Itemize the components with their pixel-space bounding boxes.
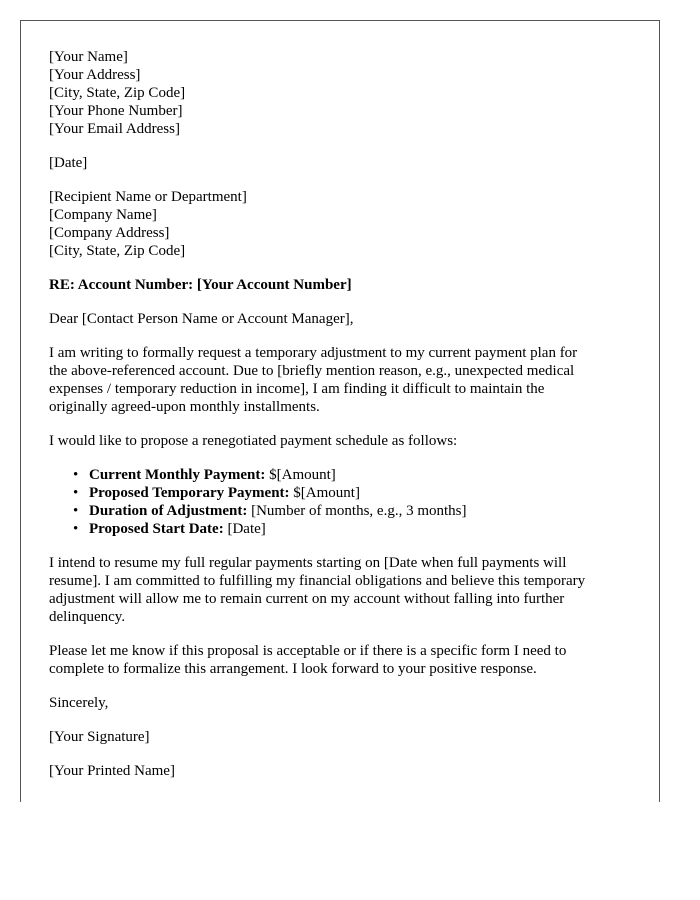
bullet-icon: • [73, 503, 79, 519]
list-item [73, 502, 631, 520]
paragraph-line: the above-referenced account. Due to [briefly mention reason, e.g., unexpected medical [49, 363, 575, 379]
intro-paragraph [49, 344, 631, 416]
printed-name-text: [Your Printed Name] [49, 763, 175, 779]
recipient-company: [Company Name] [49, 207, 157, 223]
paragraph-line: originally agreed-upon monthly installments. [49, 399, 320, 415]
term-label: Duration of Adjustment: [89, 503, 248, 519]
sender-address: [Your Address] [49, 67, 141, 83]
paragraph-line: Please let me know if this proposal is acceptable or if there is a specific form I need to [49, 643, 567, 659]
salutation [49, 310, 631, 328]
list-item [73, 466, 631, 484]
closing-paragraph [49, 642, 631, 678]
subject-text: RE: Account Number: [Your Account Number] [49, 277, 352, 293]
paragraph-line: complete to formalize this arrangement. I look forward to your positive response. [49, 661, 537, 677]
sender-phone: [Your Phone Number] [49, 103, 183, 119]
signature-text: [Your Signature] [49, 729, 150, 745]
proposal-intro [49, 432, 631, 450]
term-value: [Date] [223, 521, 266, 537]
recipient-address: [Company Address] [49, 225, 170, 241]
bullet-icon: • [73, 485, 79, 501]
recipient-name: [Recipient Name or Department] [49, 189, 247, 205]
sender-name: [Your Name] [49, 49, 128, 65]
recipient-city-state-zip: [City, State, Zip Code] [49, 243, 186, 259]
term-label: Proposed Start Date: [89, 521, 224, 537]
term-value: $[Amount] [265, 467, 336, 483]
term-label: Proposed Temporary Payment: [89, 485, 290, 501]
recipient-block [49, 188, 631, 260]
sign-off-text: Sincerely, [49, 695, 109, 711]
sender-block [49, 48, 631, 138]
letter-page [20, 20, 660, 802]
date-block [49, 154, 631, 172]
term-value: $[Amount] [289, 485, 360, 501]
sign-off [49, 694, 631, 712]
term-value: [Number of months, e.g., 3 months] [247, 503, 467, 519]
subject-line [49, 276, 631, 294]
sender-city-state-zip: [City, State, Zip Code] [49, 85, 186, 101]
sender-email: [Your Email Address] [49, 121, 180, 137]
paragraph-line: delinquency. [49, 609, 126, 625]
bullet-icon: • [73, 467, 79, 483]
letter-date: [Date] [49, 155, 88, 171]
paragraph-line: resume]. I am committed to fulfilling my financial obligations and believe this temporary [49, 573, 586, 589]
paragraph-line: I am writing to formally request a temporary adjustment to my current payment plan for [49, 345, 578, 361]
bullet-icon: • [73, 521, 79, 537]
printed-name [49, 762, 631, 780]
proposal-intro-text: I would like to propose a renegotiated payment schedule as follows: [49, 433, 458, 449]
paragraph-line: I intend to resume my full regular payments starting on [Date when full payments will [49, 555, 567, 571]
paragraph-line: expenses / temporary reduction in income], I am finding it difficult to maintain the [49, 381, 545, 397]
signature [49, 728, 631, 746]
payment-terms-list [49, 466, 631, 538]
list-item [73, 484, 631, 502]
list-item [73, 520, 631, 538]
paragraph-line: adjustment will allow me to remain current on my account without falling into further [49, 591, 565, 607]
salutation-text: Dear [Contact Person Name or Account Manager], [49, 311, 354, 327]
resume-paragraph [49, 554, 631, 626]
term-label: Current Monthly Payment: [89, 467, 266, 483]
